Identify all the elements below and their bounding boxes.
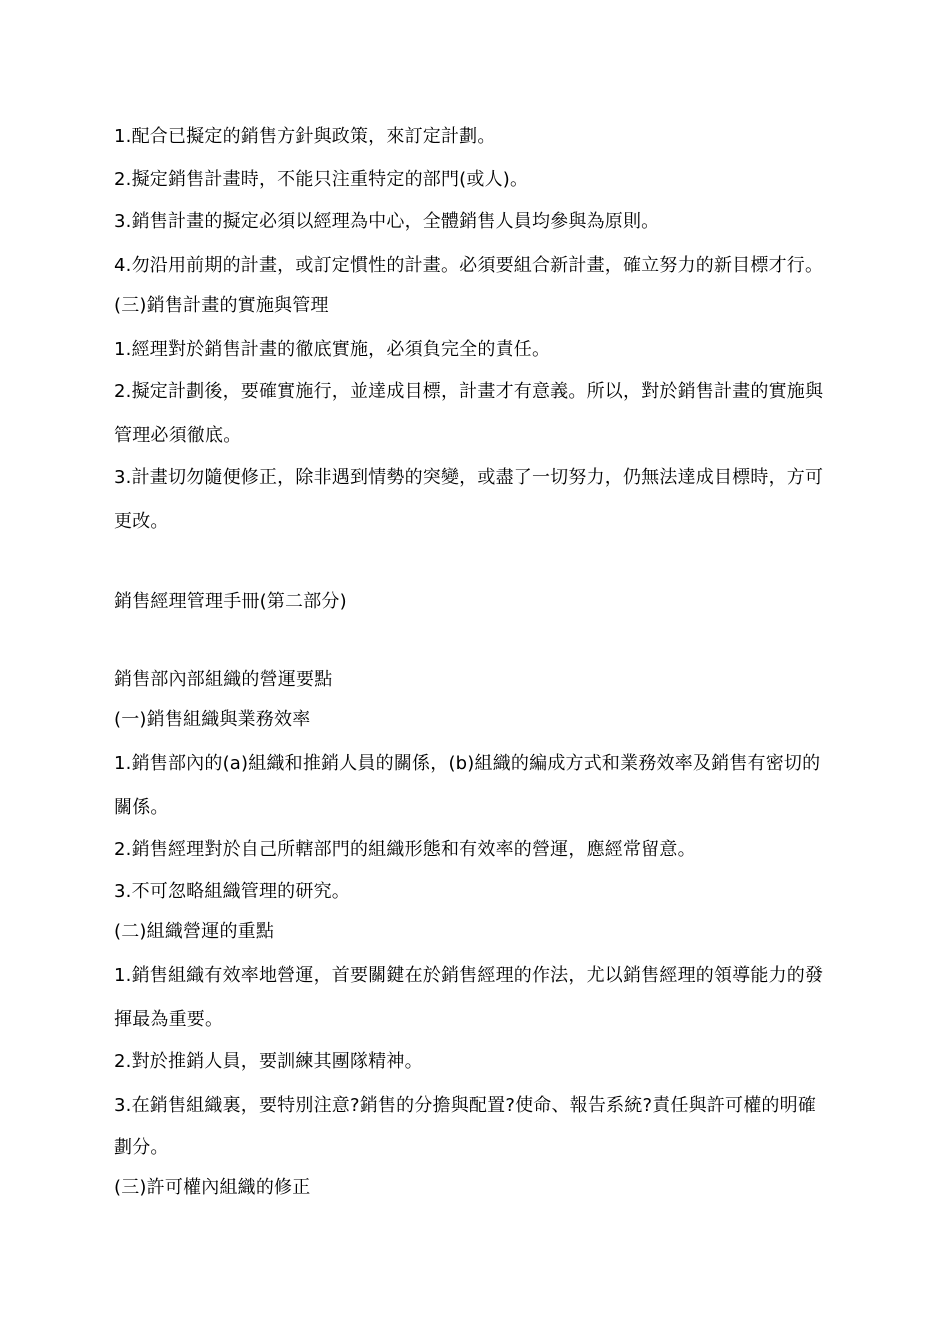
paragraph: 3.不可忽略組織管理的研究。 [114, 881, 350, 902]
paragraph: 4.勿沿用前期的計畫，或訂定慣性的計畫。必須要組合新計畫，確立努力的新目標才行。 [114, 255, 824, 276]
paragraph: 2.擬定銷售計畫時，不能只注重特定的部門(或人)。 [114, 169, 529, 190]
paragraph: 關係。 [114, 797, 169, 818]
paragraph: 1.經理對於銷售計畫的徹底實施，必須負完全的責任。 [114, 339, 551, 360]
paragraph: 2.對於推銷人員，要訓練其團隊精神。 [114, 1051, 423, 1072]
section-heading: (一)銷售組織與業務效率 [114, 709, 311, 730]
paragraph: 更改。 [114, 511, 169, 532]
paragraph: 1.銷售部內的(a)組織和推銷人員的關係，(b)組織的編成方式和業務效率及銷售有密切的 [114, 753, 821, 774]
section-heading: 銷售部內部組織的營運要點 [114, 669, 333, 690]
paragraph: 1.配合已擬定的銷售方針與政策，來訂定計劃。 [114, 126, 496, 147]
section-heading: (三)銷售計畫的實施與管理 [114, 295, 329, 316]
paragraph: 3.在銷售組織裏，要特別注意?銷售的分擔與配置?使命、報告系統?責任與許可權的明確 [114, 1095, 817, 1116]
paragraph: 揮最為重要。 [114, 1009, 224, 1030]
document-title: 銷售經理管理手冊(第二部分) [114, 591, 347, 612]
paragraph: 劃分。 [114, 1137, 169, 1158]
paragraph: 2.銷售經理對於自己所轄部門的組織形態和有效率的營運，應經常留意。 [114, 839, 696, 860]
section-heading: (三)許可權內組織的修正 [114, 1177, 311, 1198]
paragraph: 3.銷售計畫的擬定必須以經理為中心，全體銷售人員均參與為原則。 [114, 211, 660, 232]
paragraph: 2.擬定計劃後，要確實施行，並達成目標，計畫才有意義。所以，對於銷售計畫的實施與 [114, 381, 824, 402]
paragraph: 3.計畫切勿隨便修正，除非遇到情勢的突變，或盡了一切努力，仍無法達成目標時，方可 [114, 467, 824, 488]
paragraph: 管理必須徹底。 [114, 425, 242, 446]
section-heading: (二)組織營運的重點 [114, 921, 275, 942]
paragraph: 1.銷售組織有效率地營運，首要關鍵在於銷售經理的作法，尤以銷售經理的領導能力的發 [114, 965, 824, 986]
